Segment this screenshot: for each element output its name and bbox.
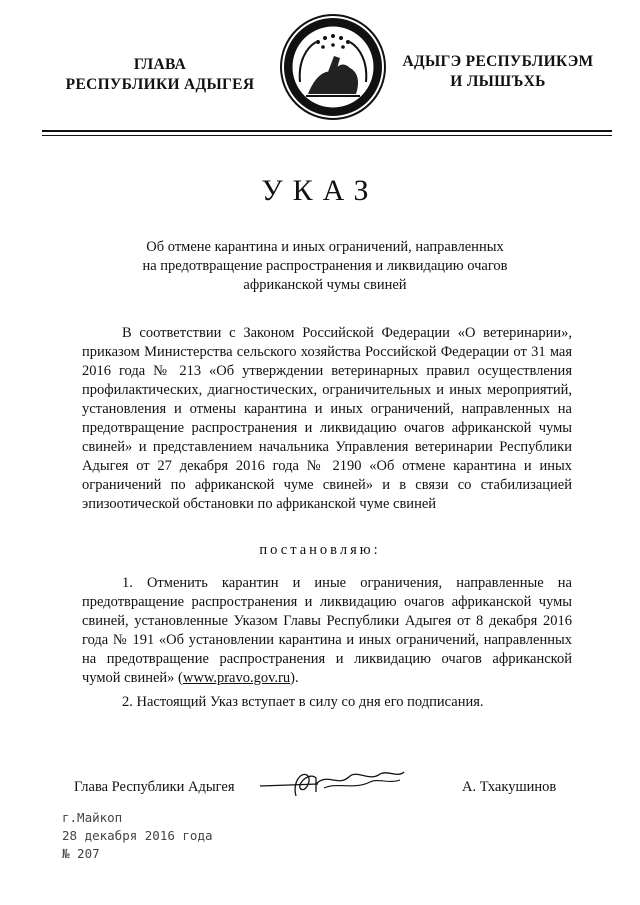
- header-divider-thick: [42, 130, 612, 132]
- header-left-title: [50, 55, 270, 95]
- subject-line-2: на предотвращение распространения и ликвидацию очагов: [142, 258, 508, 274]
- header-divider-thin: [42, 135, 612, 136]
- signatory-title: Глава Республики Адыгея: [74, 779, 235, 795]
- issue-date: 28 декабря 2016 года: [62, 828, 213, 843]
- decree-item-2: 2. Настоящий Указ вступает в силу со дня его подписания.: [122, 694, 484, 710]
- subject-line-3: африканской чумы свиней: [243, 277, 407, 293]
- header-left-line2: РЕСПУБЛИКИ АДЫГЕЯ: [65, 76, 255, 93]
- header-left-line1: ГЛАВА: [133, 56, 187, 73]
- handwritten-signature: [258, 762, 408, 802]
- subject-line-1: Об отмене карантина и иных ограничений, направленных: [146, 239, 504, 255]
- pravo-link[interactable]: www.pravo.gov.ru: [182, 670, 291, 686]
- document-title: УКАЗ: [261, 174, 379, 207]
- signatory-name: А. Тхакушинов: [462, 779, 557, 795]
- decree-number: № 207: [62, 846, 100, 861]
- header-right-line2: И ЛЫШЪХЬ: [450, 73, 546, 90]
- item-1-end: ).: [290, 670, 299, 686]
- header-right-line1: АДЫГЭ РЕСПУБЛИКЭМ: [402, 53, 594, 70]
- header-right-title: [392, 52, 604, 92]
- document-subject: [100, 238, 550, 295]
- issue-city: г.Майкоп: [62, 810, 123, 825]
- decree-item-1: [82, 574, 572, 688]
- item-1-text: 1. Отменить карантин и иные ограничения, направленные на предотвращение распространения и ликвидацию очагов африканской чумы свиней, установленные Указом Главы Республики Адыгея от 8 декабря 2016 года № 191 «Об установлении карантина и иных ограничений, направленных на предотвращение распространения и ликвидацию очагов африканской чумой свиней» (: [82, 575, 572, 686]
- preamble-paragraph: В соответствии с Законом Российской Федерации «О ветеринарии», приказом Министерства сельского хозяйства Российской Федерации от 31 мая 2016 года № 213 «Об утверждении ветеринарных правил осуществления профилактических, диагностических, ограничительных и иных мероприятий, установления и отмены карантина и иных ограничений, направленных на предотвращение распространения и ликвидацию очагов африканской чумы свиней» и представлением начальника Управления ветеринарии Республики Адыгея от 27 декабря 2016 года № 2190 «Об отмене карантина и иных ограничений по африканской чуме свиней» и в связи со стабилизацией эпизоотической обстановки по африканской чуме свиней: [82, 325, 572, 512]
- coat-of-arms-icon: [278, 12, 388, 122]
- decree-word: постановляю:: [259, 542, 381, 558]
